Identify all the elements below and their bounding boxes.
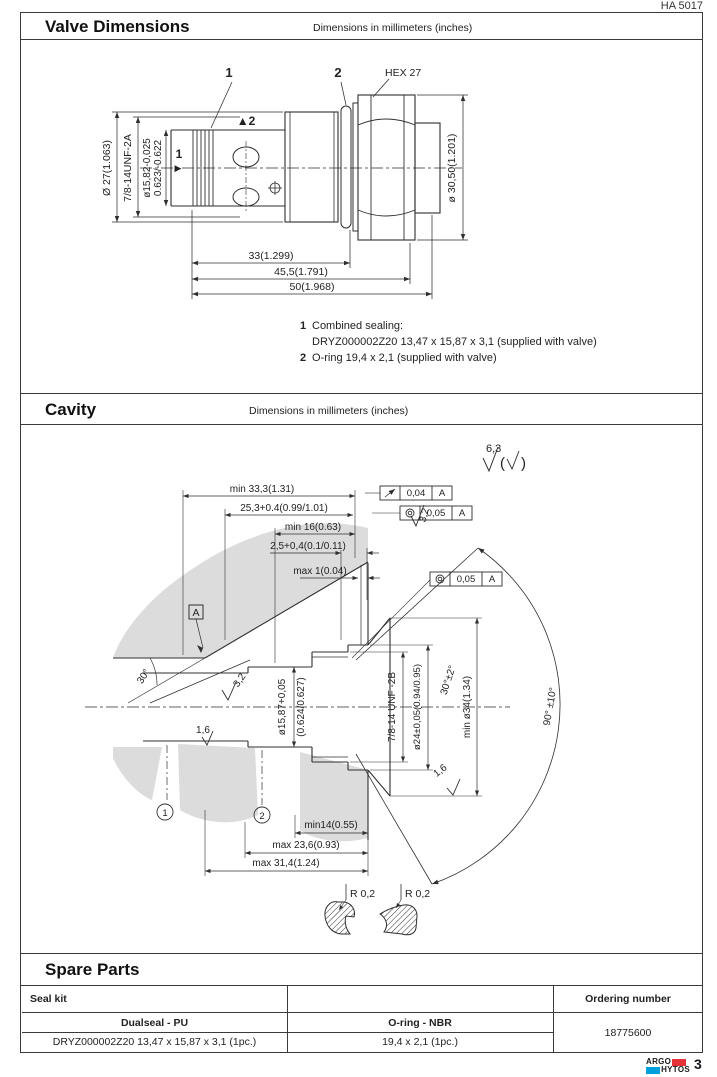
document-reference: HA 5017 [660,0,703,12]
cavity-rough-3: 1,6 [196,725,210,736]
cavity-angle-cone: 30° [135,667,153,687]
seal-kit-header: Seal kit [30,993,67,1005]
cavity-dim-depth-3: min 16(0.63) [284,522,342,533]
cavity-rough-1: 3,2 [417,507,432,524]
valve-callout-1: 1 [225,65,233,80]
surface-paren-open: ( [500,455,505,472]
note-1-detail: DRYZ000002Z20 13,47 x 15,87 x 3,1 (supplied with valve) [312,336,597,348]
cavity-dim-depth-1: min 33,3(1.31) [229,484,295,495]
valve-dia-nose-in-label: 0.623/-0.622 [153,139,164,197]
ordering-number-value: 18775600 [604,1026,652,1039]
logo-argo-text: ARGO [646,1057,672,1066]
port-2-marker: ▲2 [236,114,256,128]
backup-washer [353,103,358,231]
dualseal-title-cell: Dualseal - PU [120,1016,189,1029]
valve-dimensions-band [20,12,703,40]
logo-blue-block [646,1067,660,1074]
valve-dia-hex-label: ø 30,50(1.201) [446,133,458,203]
hex-nut [358,95,415,240]
valve-units-note: Dimensions in millimeters (inches) [313,22,473,34]
gdt-1-tolerance: 0,04 [406,488,426,499]
cavity-drawing [21,426,703,953]
spare-parts-title: Spare Parts [45,960,140,979]
cavity-rough-2: 3,2 [231,671,249,690]
cavity-dim-depth-5: max 1(0.04) [293,566,347,577]
cavity-dia-oring: ø24±0,05(0.94/0.95) [412,663,423,751]
cavity-dim-bot-2: max 23,6(0.93) [272,840,340,851]
ordering-number-header: Ordering number [585,993,671,1005]
valve-dia-body-label: Ø 27(1.063) [101,139,113,197]
note-1-number: 1 [300,320,307,332]
valve-dia-nose-mm-label: ø15,82-0,025 [142,138,153,198]
argo-hytos-logo [646,1058,690,1074]
logo-hytos-text: HYTOS [661,1065,690,1074]
note-2-number: 2 [300,352,307,364]
cavity-rough-4: 1,6 [431,762,450,780]
gdt-3-tolerance: 0,05 [456,574,476,585]
valve-len1-label: 33(1.299) [248,250,294,262]
cavity-band [20,393,703,425]
valve-notes [300,318,597,366]
radius-label-1: R 0,2 [350,888,376,900]
port-1-arrow-icon: ▶ [174,163,182,173]
orientation-hole-icon [268,181,282,195]
page-number: 3 [694,1056,702,1072]
surface-finish-value: 6,3 [486,443,502,455]
spare-parts-band [20,953,703,986]
cavity-dim-bot-1: min14(0.55) [304,820,358,831]
surface-paren-close: ) [521,455,526,472]
gdt-3-datum: A [488,574,496,585]
balloon-2-number: 2 [259,811,265,822]
cavity-thread-label: 7/8-14 UNF -2B [387,671,398,743]
oring-title-cell: O-ring - NBR [388,1016,452,1029]
valve-dimensions-title: Valve Dimensions [45,17,190,36]
gdt-2-datum: A [458,508,466,519]
gdt-1-datum: A [438,488,446,499]
valve-thread-label: 7/8-14UNF-2A [122,134,134,202]
cavity-angle-chamfer: 30°±2° [438,664,459,697]
valve-body [285,112,338,222]
balloon-1-number: 1 [162,808,168,819]
cavity-angle-seat: 90° ±10° [541,686,560,727]
valve-len2-label: 45,5(1.791) [274,266,328,278]
note-2-text: O-ring 19,4 x 2,1 (supplied with valve) [312,352,497,364]
cavity-title: Cavity [45,400,97,419]
radius-label-2: R 0,2 [405,888,431,900]
valve-callout-2: 2 [334,65,342,80]
cavity-dim-bot-3: max 31,4(1.24) [252,858,320,869]
cavity-dia-seal-in: (0.624/0.627) [296,677,307,737]
cavity-dim-depth-2: 25,3+0.4(0.99/1.01) [240,503,328,514]
gdt-2-tolerance: 0,05 [426,508,446,519]
oring-section [341,106,351,228]
cavity-dia-seal-mm: ø15,87+0,05 [277,678,288,736]
datum-a-letter: A [192,607,200,619]
cavity-dim-depth-4: 2,5+0,4(0.1/0.11) [270,541,346,552]
note-1-text: Combined sealing: [312,320,404,332]
valve-len3-label: 50(1.968) [289,281,335,293]
port-1-marker: 1 [175,147,183,161]
cross-holes [233,141,259,213]
cavity-dia-face: min ø34(1.34) [462,675,473,739]
dualseal-value-cell: DRYZ000002Z20 13,47 x 15,87 x 3,1 (1pc.) [52,1036,257,1048]
hex-size-label: HEX 27 [385,67,422,79]
oring-value-cell: 19,4 x 2,1 (1pc.) [382,1036,458,1048]
cavity-units-note: Dimensions in millimeters (inches) [249,405,409,417]
